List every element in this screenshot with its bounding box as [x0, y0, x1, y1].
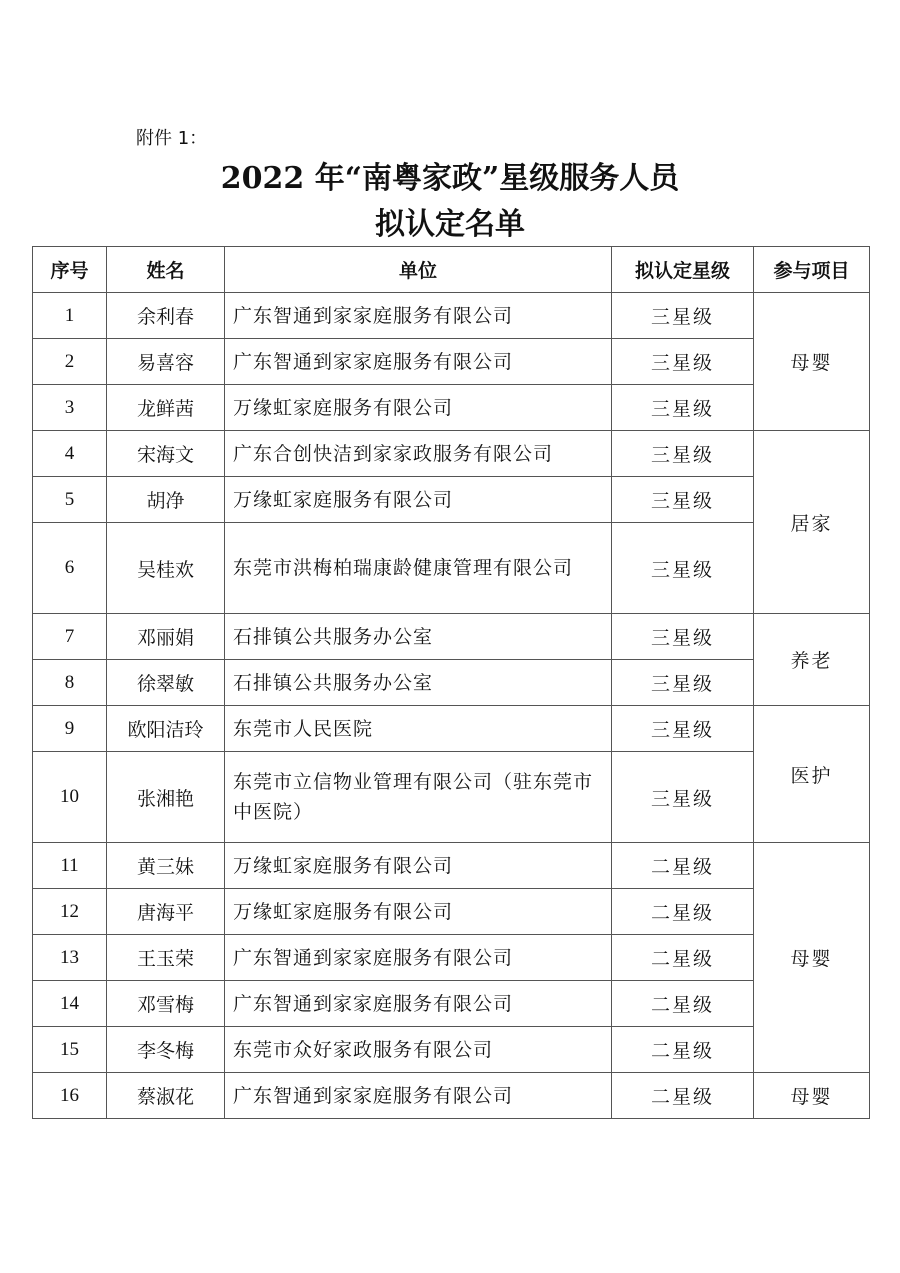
row-name: 李冬梅 — [107, 1027, 225, 1073]
column-header-no: 序号 — [33, 247, 107, 293]
row-level: 二星级 — [612, 889, 754, 935]
row-no: 2 — [33, 339, 107, 385]
project-cell: 母婴 — [754, 1073, 870, 1119]
row-name: 徐翠敏 — [107, 660, 225, 706]
row-name: 易喜容 — [107, 339, 225, 385]
row-no: 7 — [33, 614, 107, 660]
row-no: 8 — [33, 660, 107, 706]
row-name: 张湘艳 — [107, 752, 225, 843]
row-no: 6 — [33, 523, 107, 614]
row-unit: 石排镇公共服务办公室 — [225, 660, 612, 706]
column-header-name: 姓名 — [107, 247, 225, 293]
row-no: 14 — [33, 981, 107, 1027]
row-level: 二星级 — [612, 935, 754, 981]
row-no: 10 — [33, 752, 107, 843]
table-row — [33, 660, 870, 706]
row-level: 三星级 — [612, 431, 754, 477]
row-no: 13 — [33, 935, 107, 981]
row-name: 宋海文 — [107, 431, 225, 477]
row-unit: 东莞市人民医院 — [225, 706, 612, 752]
row-level: 三星级 — [612, 752, 754, 843]
row-level: 二星级 — [612, 1027, 754, 1073]
table-row — [33, 339, 870, 385]
table-row — [33, 752, 870, 843]
row-unit: 广东智通到家家庭服务有限公司 — [225, 935, 612, 981]
project-cell: 母婴 — [754, 843, 870, 1073]
table-row — [33, 935, 870, 981]
row-name: 余利春 — [107, 293, 225, 339]
row-unit: 广东智通到家家庭服务有限公司 — [225, 293, 612, 339]
row-name: 欧阳洁玲 — [107, 706, 225, 752]
table-row — [33, 293, 870, 339]
row-level: 二星级 — [612, 981, 754, 1027]
candidate-table — [32, 246, 870, 1119]
row-no: 3 — [33, 385, 107, 431]
row-no: 1 — [33, 293, 107, 339]
row-unit: 万缘虹家庭服务有限公司 — [225, 477, 612, 523]
row-level: 三星级 — [612, 614, 754, 660]
table-row — [33, 1073, 870, 1119]
row-no: 9 — [33, 706, 107, 752]
row-name: 胡净 — [107, 477, 225, 523]
row-level: 三星级 — [612, 385, 754, 431]
row-name: 蔡淑花 — [107, 1073, 225, 1119]
row-name: 邓雪梅 — [107, 981, 225, 1027]
document-title-line2: 拟认定名单 — [375, 207, 525, 242]
table-row — [33, 889, 870, 935]
row-no: 15 — [33, 1027, 107, 1073]
row-unit: 广东合创快洁到家家政服务有限公司 — [225, 431, 612, 477]
table-row — [33, 843, 870, 889]
table-row — [33, 981, 870, 1027]
row-name: 邓丽娟 — [107, 614, 225, 660]
project-cell: 养老 — [754, 614, 870, 706]
row-name: 吴桂欢 — [107, 523, 225, 614]
attachment-label: 附件 1： — [136, 128, 208, 149]
row-unit: 东莞市众好家政服务有限公司 — [225, 1027, 612, 1073]
row-level: 三星级 — [612, 477, 754, 523]
table-row — [33, 706, 870, 752]
table-row — [33, 431, 870, 477]
column-header-level: 拟认定星级 — [612, 247, 754, 293]
project-cell: 母婴 — [754, 293, 870, 431]
row-level: 三星级 — [612, 339, 754, 385]
row-unit: 广东智通到家家庭服务有限公司 — [225, 339, 612, 385]
row-unit: 广东智通到家家庭服务有限公司 — [225, 1073, 612, 1119]
row-unit: 万缘虹家庭服务有限公司 — [225, 385, 612, 431]
row-level: 三星级 — [612, 293, 754, 339]
row-level: 三星级 — [612, 706, 754, 752]
row-unit: 石排镇公共服务办公室 — [225, 614, 612, 660]
row-name: 黄三妹 — [107, 843, 225, 889]
table-row — [33, 477, 870, 523]
row-unit: 万缘虹家庭服务有限公司 — [225, 843, 612, 889]
row-unit: 东莞市立信物业管理有限公司（驻东莞市中医院） — [225, 752, 612, 843]
document-title-line1: 2022 年“南粤家政”星级服务人员 — [220, 161, 680, 196]
table-row — [33, 614, 870, 660]
row-no: 4 — [33, 431, 107, 477]
project-cell: 医护 — [754, 706, 870, 843]
row-no: 5 — [33, 477, 107, 523]
table-row — [33, 1027, 870, 1073]
row-name: 王玉荣 — [107, 935, 225, 981]
column-header-project: 参与项目 — [754, 247, 870, 293]
row-level: 三星级 — [612, 523, 754, 614]
row-name: 唐海平 — [107, 889, 225, 935]
row-no: 16 — [33, 1073, 107, 1119]
row-level: 二星级 — [612, 1073, 754, 1119]
row-unit: 广东智通到家家庭服务有限公司 — [225, 981, 612, 1027]
table-header-row — [33, 247, 870, 293]
row-no: 11 — [33, 843, 107, 889]
row-level: 二星级 — [612, 843, 754, 889]
table-row — [33, 385, 870, 431]
column-header-unit: 单位 — [225, 247, 612, 293]
row-unit: 东莞市洪梅柏瑞康龄健康管理有限公司 — [225, 523, 612, 614]
project-cell: 居家 — [754, 431, 870, 614]
row-name: 龙鲜茜 — [107, 385, 225, 431]
row-unit: 万缘虹家庭服务有限公司 — [225, 889, 612, 935]
row-no: 12 — [33, 889, 107, 935]
table-row — [33, 523, 870, 614]
row-level: 三星级 — [612, 660, 754, 706]
